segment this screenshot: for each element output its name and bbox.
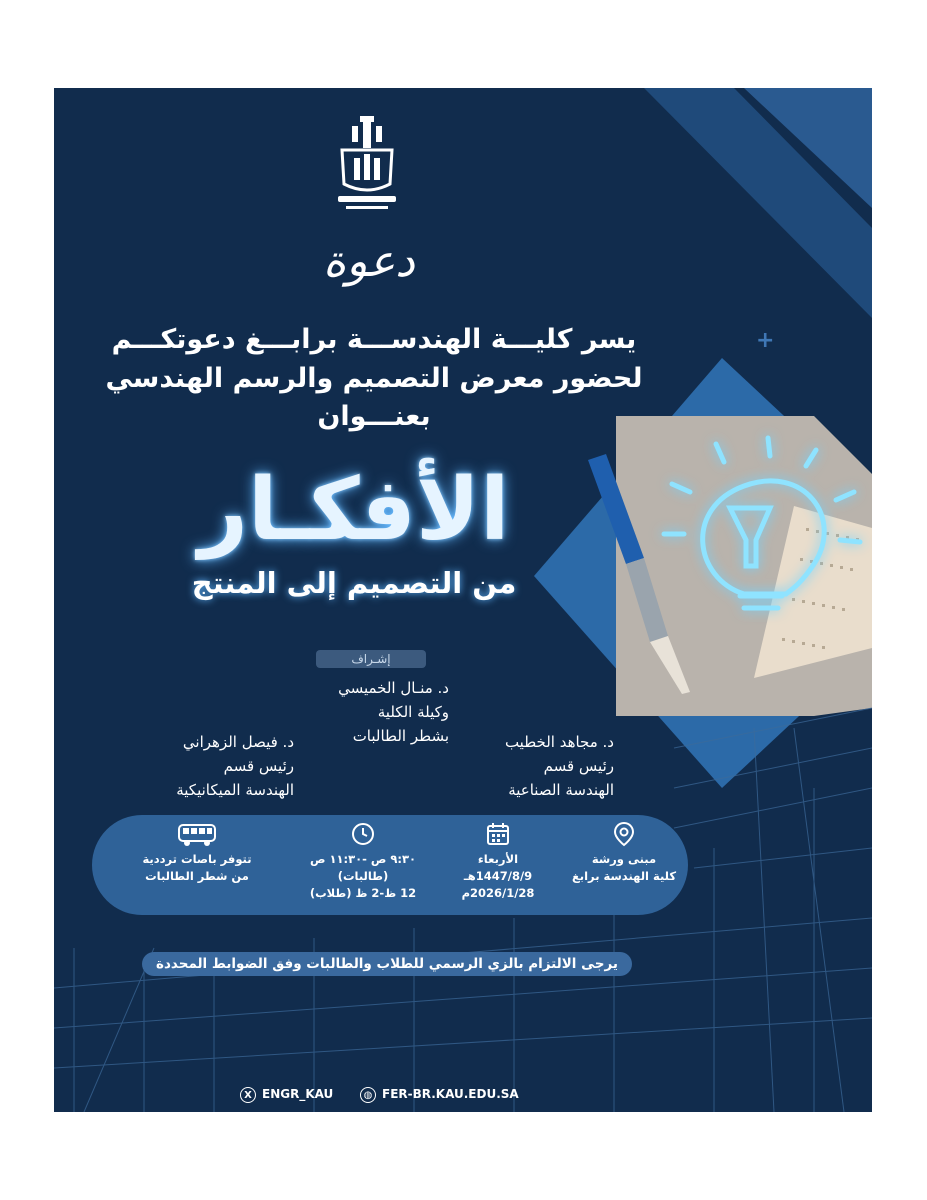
twitter-handle-text: ENGR_KAU [262,1087,334,1101]
invitation-poster [54,88,872,1112]
plus-decoration-icon: + [756,328,775,353]
supervisor-role: الهندسة الميكانيكية [176,781,294,799]
location-line-1: مبنى ورشة [591,852,657,866]
invitation-line-1: يسر كليـــة الهندســـة برابـــغ دعوتكـــم [111,324,637,355]
invitation-line-2: لحضور معرض التصميم والرسم الهندسي [105,363,643,394]
event-title: الأفكـار [198,460,510,560]
globe-icon: ◍ [360,1087,376,1103]
supervisor-role: الهندسة الصناعية [508,781,614,799]
date-day: الأربعاء [477,852,519,866]
invitation-line-3: بعنـــوان [317,401,431,432]
supervisor-name: د. منـال الخميسي [338,679,449,697]
supervisor-role: رئيس قسم [543,757,614,775]
supervisor-role: بشطر الطالبات [352,727,449,745]
transport-line-1: تتوفر باصات ترددية [142,852,252,866]
info-location [564,821,684,885]
bus-icon [177,821,217,847]
location-pin-icon [611,821,637,847]
clock-icon [350,821,376,847]
supervisor-1 [284,676,449,748]
calendar-icon [485,821,511,847]
info-transport [132,821,262,885]
event-subtitle: من التصميم إلى المنتج [191,566,517,600]
supervisor-name: د. مجاهد الخطيب [504,733,614,751]
location-line-2: كلية الهندسة برابغ [571,869,677,883]
invitation-heading: دعوة [323,236,415,287]
dress-code-notice: يرجى الالتزام بالزي الرسمي للطلاب والطالبات وفق الضوابط المحددة [142,952,632,976]
time-male: 12 ظ-2 ظ (طلاب) [309,886,417,900]
date-hijri: 1447/8/9هـ [463,869,533,883]
website-link-text: FER-BR.KAU.EDU.SA [382,1087,519,1101]
transport-line-2: من شطر الطالبات [145,869,249,883]
supervisor-3 [444,730,614,802]
supervisor-role: رئيس قسم [223,757,294,775]
x-twitter-icon: X [240,1087,256,1103]
event-info-bar [92,815,688,915]
supervisor-role: وكيلة الكلية [377,703,449,721]
supervision-label: إشـراف [316,650,426,668]
time-female: ٩:٣٠ ص -١١:٣٠ ص (طالبات) [309,852,417,883]
info-date [438,821,558,902]
date-gregorian: 2026/1/28م [461,886,535,900]
supervisor-2 [114,730,294,802]
info-time [288,821,438,902]
supervisor-name: د. فيصل الزهراني [182,733,294,751]
website-link[interactable] [360,1085,519,1103]
university-logo [332,114,402,214]
twitter-handle[interactable] [240,1085,333,1103]
